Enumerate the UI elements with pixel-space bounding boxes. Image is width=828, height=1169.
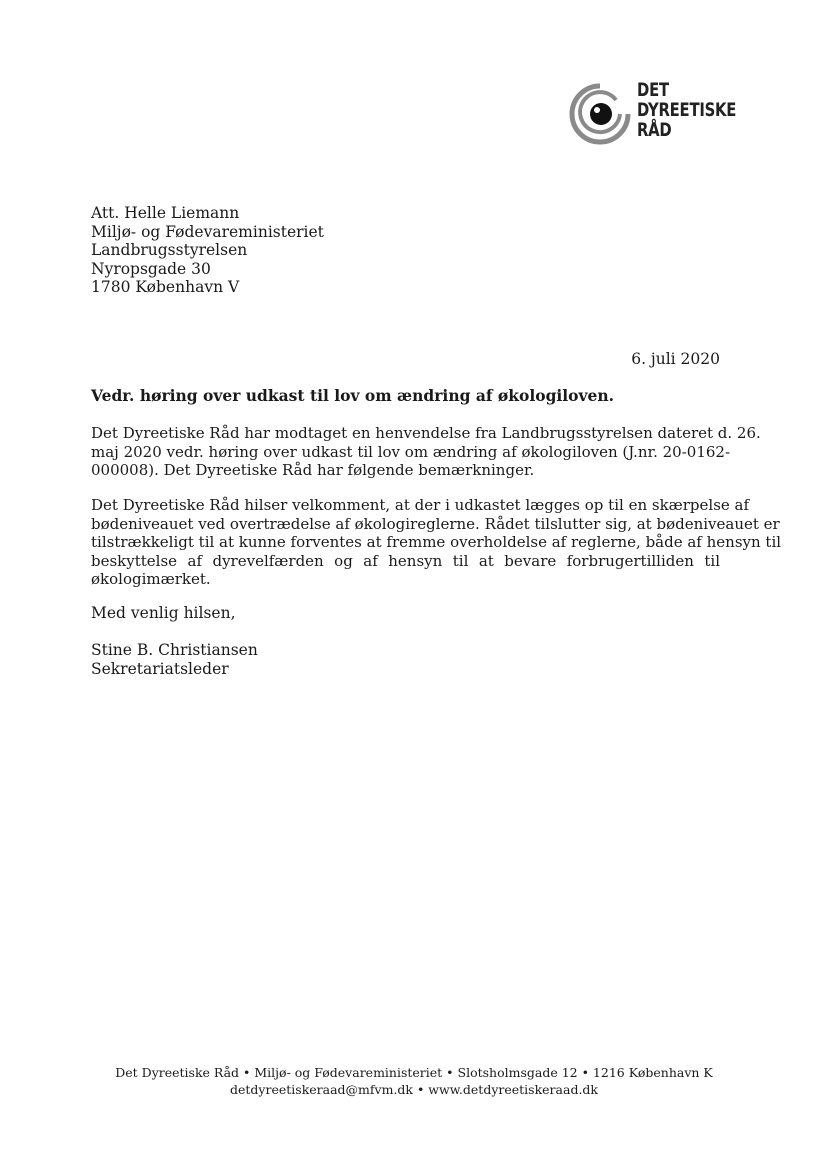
recipient-ministry: Miljø- og Fødevareministeriet <box>91 222 324 241</box>
logo-line: DET <box>637 79 669 101</box>
signer-title: Sekretariatsleder <box>91 659 229 678</box>
letter-footer <box>0 1064 828 1098</box>
letter-subject: Vedr. høring over udkast til lov om ændring af økologiloven. <box>91 386 615 405</box>
logo-line: DYREETISKE <box>637 99 737 121</box>
paragraph-line: maj 2020 vedr. høring over udkast til lov om ændring af økologiloven (J.nr. 20-0162- <box>91 442 731 461</box>
paragraph-line: Det Dyreetiske Råd har modtaget en henvendelse fra Landbrugsstyrelsen dateret d. 26. <box>91 424 761 442</box>
recipient-street: Nyropsgade 30 <box>91 259 211 278</box>
closing-salutation: Med venlig hilsen, <box>91 604 236 622</box>
footer-contact: detdyreetiskeraad@mfvm.dk • www.detdyreetiskeraad.dk <box>230 1082 598 1097</box>
signature-block <box>91 641 258 678</box>
recipient-attention: Att. Helle Liemann <box>91 204 240 222</box>
logo-line: RÅD <box>637 119 672 141</box>
paragraph-line: 000008). Det Dyreetiske Råd har følgende bemærkninger. <box>91 461 535 479</box>
paragraph-line: bødeniveauet ved overtrædelse af økologireglerne. Rådet tilslutter sig, at bødeniveauet er <box>91 514 780 533</box>
logo-wordmark <box>637 80 736 140</box>
organization-logo <box>568 80 738 150</box>
recipient-agency: Landbrugsstyrelsen <box>91 241 248 259</box>
letter-date: 6. juli 2020 <box>631 350 720 368</box>
footer-address: Det Dyreetiske Råd • Miljø- og Fødevareministeriet • Slotsholmsgade 12 • 1216 København K <box>115 1065 713 1080</box>
body-paragraph <box>91 496 782 589</box>
paragraph-line: Det Dyreetiske Råd hilser velkomment, at der i udkastet lægges op til en skærpelse af <box>91 496 750 514</box>
eye-logo-icon <box>568 82 632 146</box>
paragraph-line: tilstrækkeligt til at kunne forventes at fremme overholdelse af reglerne, både af hensyn til <box>91 533 782 551</box>
body-paragraph <box>91 424 761 480</box>
recipient-city: 1780 København V <box>91 278 240 296</box>
paragraph-line: beskyttelse af dyrevelfærden og af hensyn til at bevare forbrugertilliden til <box>91 551 720 570</box>
paragraph-line: økologimærket. <box>91 570 211 588</box>
recipient-address <box>91 204 324 297</box>
signer-name: Stine B. Christiansen <box>91 641 258 659</box>
